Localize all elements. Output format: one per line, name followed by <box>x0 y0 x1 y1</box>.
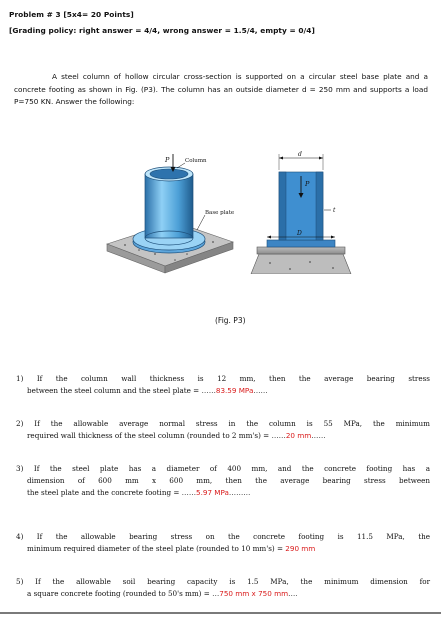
thickness-dimension <box>324 207 336 214</box>
question-1: 1) If the column wall thickness is 12 mm, then the average bearing stress between the steel column and the steel plate = ……83.59 MPa…… <box>16 374 430 395</box>
figure-p3 <box>105 150 355 274</box>
answer-3: 5.97 MPa <box>196 488 229 497</box>
answer-1: 83.59 MPa <box>215 386 254 395</box>
answer-2: 20 mm <box>285 431 312 440</box>
problem-title: Problem # 3 [5x4= 20 Points] <box>9 10 134 19</box>
page-bottom-rule <box>0 612 441 614</box>
load-label-right: P <box>305 180 310 188</box>
load-label-left: P <box>165 156 170 164</box>
plate-diameter-dimension <box>267 230 335 239</box>
answer-5: 750 mm x 750 mm <box>219 589 289 598</box>
question-5: 5) If the allowable soil bearing capacity is 1.5 MPa, the minimum dimension for a square concrete footing (rounded to 50's mm) = …750 mm x 750 mm…. <box>16 577 430 598</box>
base-plate-label: Base plate <box>205 210 235 216</box>
diameter-label: d <box>298 151 302 158</box>
question-2: 2) If the allowable average normal stress in the column is 55 MPa, the minimum required wall thickness of the steel column (rounded to 2 mm's) = ……20 mm…… <box>16 419 430 440</box>
plate-diameter-label: D <box>297 230 302 237</box>
section-footing <box>251 247 351 274</box>
grading-policy: [Grading policy: right answer = 4/4, wrong answer = 1.5/4, empty = 0/4] <box>9 26 315 35</box>
section-base-plate <box>267 240 335 247</box>
diameter-dimension <box>279 151 323 170</box>
question-3: 3) If the steel plate has a diameter of 400 mm, and the concrete footing has a dimension of 600 mm x 600 mm, then the average bearing stress between the steel plate and the concrete footing = ……5.97 MPa……… <box>16 464 430 497</box>
answer-4: 290 mm <box>285 544 316 553</box>
thickness-label: t <box>333 207 336 214</box>
column-label: Column <box>185 158 207 164</box>
figure-caption: (Fig. P3) <box>215 316 246 325</box>
question-4: 4) If the allowable bearing stress on the concrete footing is 11.5 MPa, the minimum required diameter of the steel plate (rounded to 10 mm's) = 290 mm <box>16 532 430 553</box>
problem-statement: A steel column of hollow circular cross-section is supported on a circular steel base plate and a concrete footing as shown in Fig. (P3). The column has an outside diameter d = 250 mm and supports a load P=750 KN. Answer the following: <box>14 72 428 106</box>
hollow-column-perspective <box>145 167 193 245</box>
